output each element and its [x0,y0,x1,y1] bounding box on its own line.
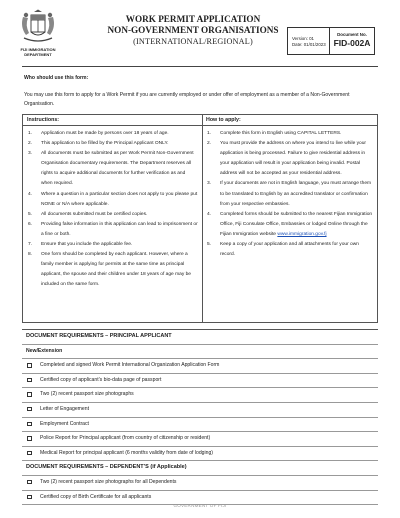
instruction-item: 5. All documents submitted must be certified copies. [28,211,148,217]
requirement-row: Two (2) recent passport size photographs [22,388,378,403]
immigration-website-link[interactable]: www.immigration.gov.fj [277,231,327,237]
instruction-item: 7. Ensure that you include the applicable fee. [28,242,133,248]
requirement-row: Certified copy of applicant’s bio-data page of passport [22,374,378,389]
version-box [287,27,329,55]
department-line-1: FIJI IMMIGRATION [20,47,56,52]
how-to-apply-list [207,129,373,260]
how-to-apply-heading: How to apply: [206,117,241,123]
page-footer: GOVERNMENT OF FIJI [173,503,227,508]
instructions-heading: Instructions: [27,117,60,123]
requirement-row: Police Report for Principal applicant (from country of citizenship or resident) [22,432,378,447]
who-text: You may use this form to apply for a Work Permit if you are currently employed or under offer of employment as a member of a Non-Government Organisation. [24,92,350,107]
document-number-label: Document No. [337,32,367,37]
instruction-item: 2. This application to be filled by the Principal Applicant ONLY. [28,141,169,147]
how-item: 4. Completed forms should be submitted to the nearest Fijian Immigration Office, Fiji Consulate Office, Embassies or lodged Online through the Fijian Immigration website www.immigration.gov.fj [207,211,373,237]
how-item: 3. If your documents are not in English language, you must arrange them to be translated to English by an accredited translator or confirmation from your respective embassies. [207,181,372,207]
instruction-item: 8. One form should be completed by each applicant. However, where a family member is applying for permits at the same time as principal applicant, the spouse and their children under 18 years of age may be included on the same form. [28,252,191,288]
requirement-checkbox[interactable] [27,495,32,500]
how-item: 2. You must provide the address on where you intend to live while your application is being processed. Failure to give residential address in your application will result in your application being invalid. Postal address will not be accepted as your residential address. [207,141,367,177]
title-line-3: (INTERNATIONAL/REGIONAL) [133,37,253,46]
date-text: Date: 01/01/2023 [292,42,326,47]
title-line-2: NON-GOVERNMENT ORGANISATIONS [107,25,279,35]
fiji-coat-of-arms-icon [18,9,58,45]
requirement-row: Two (2) recent passport size photographs for all Dependents [22,476,378,491]
requirement-checkbox[interactable] [27,392,32,397]
dependent-requirements-heading: DOCUMENT REQUIREMENTS – DEPENDENT’S (if Applicable) [22,461,378,476]
requirements-table [22,329,378,505]
requirement-checkbox[interactable] [27,407,32,412]
principal-requirements-heading: DOCUMENT REQUIREMENTS – PRINCIPAL APPLICANT [22,330,378,345]
document-number-box [329,27,375,55]
department-line-2: DEPARTMENT [24,52,52,57]
requirement-checkbox[interactable] [27,436,32,441]
requirement-checkbox[interactable] [27,480,32,485]
document-number: FID-002A [333,38,371,48]
column-divider [202,115,203,322]
requirement-checkbox[interactable] [27,378,32,383]
instruction-item: 6. Providing false information in this application can lead to imprisonment or a fine or both. [28,221,198,237]
instruction-item: 1. Application must be made by persons over 18 years of age. [28,131,169,136]
requirement-row: Employment Contract [22,418,378,433]
requirement-row: Medical Report for principal applicant (6 months validity from date of lodging) [22,447,378,462]
who-heading: Who should use this form: [24,75,89,81]
heading-divider [23,125,377,126]
how-item: 1. Complete this form in English using CAPITAL LETTERS. [207,131,342,136]
department-name [10,47,66,57]
form-title [88,14,298,47]
instructions-box [22,114,378,323]
requirement-row: Letter of Engagement [22,403,378,418]
instructions-list [28,129,198,291]
requirement-row: Certified copy of Birth Certificate for all applicants [22,491,378,506]
new-extension-heading: New/Extension [22,345,378,360]
requirement-row: Completed and signed Work Permit International Organization Application Form [22,359,378,374]
requirement-checkbox[interactable] [27,363,32,368]
instruction-item: 3. All documents must be submitted as per Work Permit Non-Government Organisation documentary requirements. The Department reserves all rights to acquire additional documents for further verification as and when required. [28,151,194,187]
title-line-1: WORK PERMIT APPLICATION [125,14,261,24]
how-item: 5. Keep a copy of your application and all attachments for your own record. [207,242,359,258]
header-divider [22,66,378,67]
requirement-checkbox[interactable] [27,451,32,456]
instruction-item: 4. Where a question in a particular section does not apply to you please put NONE or N/A where applicable. [28,191,198,207]
version-text: Version: 01 [292,36,314,41]
requirement-checkbox[interactable] [27,422,32,427]
